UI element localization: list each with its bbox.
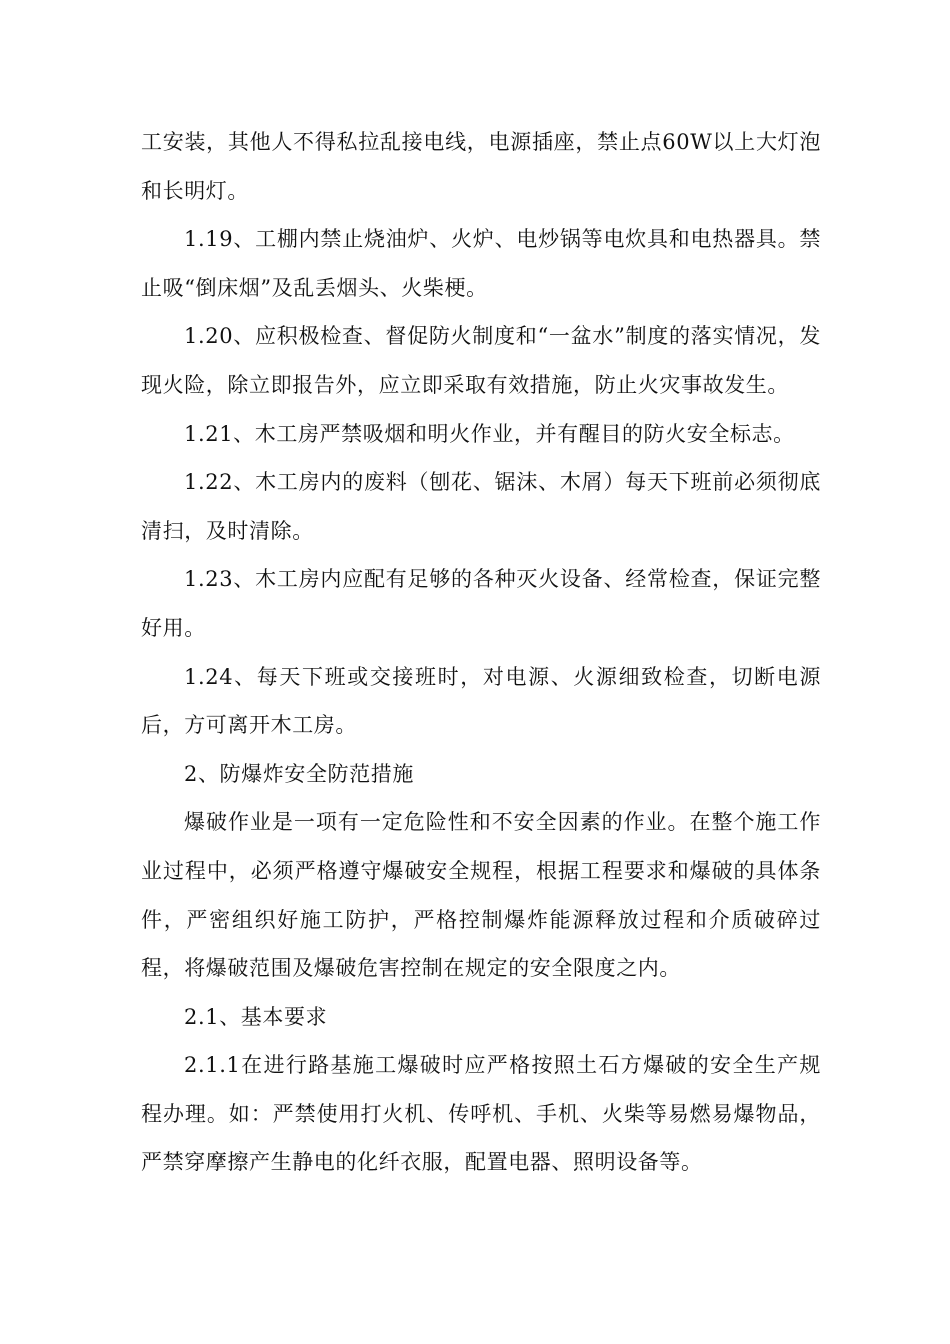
paragraph-continuation: 工安装，其他人不得私拉乱接电线，电源插座，禁止点60W以上大灯泡和长明灯。 (141, 130, 821, 203)
paragraph-blasting-intro: 爆破作业是一项有一定危险性和不安全因素的作业。在整个施工作业过程中，必须严格遵守爆破安全规程，根据工程要求和爆破的具体条件，严密组织好施工防护，严格控制爆炸能源释放过程和介质破碎过程，将爆破范围及爆破危害控制在规定的安全限度之内。 (141, 810, 821, 981)
section-heading-2: 2、防爆炸安全防范措施 (184, 761, 414, 786)
paragraph-1-22: 1.22、木工房内的废料（刨花、锯沫、木屑）每天下班前必须彻底清扫，及时清除。 (141, 470, 821, 543)
document-body (141, 118, 821, 1187)
paragraph-1-19: 1.19、工棚内禁止烧油炉、火炉、电炒锅等电炊具和电热器具。禁止吸“倒床烟”及乱丢烟头、火柴梗。 (141, 227, 821, 300)
paragraph-1-23: 1.23、木工房内应配有足够的各种灭火设备、经常检查，保证完整好用。 (141, 567, 821, 640)
paragraph-1-20: 1.20、应积极检查、督促防火制度和“一盆水”制度的落实情况，发现火险，除立即报告外，应立即采取有效措施，防止火灾事故发生。 (141, 324, 821, 397)
paragraph-1-24: 1.24、每天下班或交接班时，对电源、火源细致检查，切断电源后，方可离开木工房。 (141, 664, 821, 738)
paragraph-2-1-1: 2.1.1在进行路基施工爆破时应严格按照土石方爆破的安全生产规程办理。如：严禁使用打火机、传呼机、手机、火柴等易燃易爆物品，严禁穿摩擦产生静电的化纤衣服，配置电器、照明设备等。 (141, 1053, 821, 1175)
paragraph-1-21: 1.21、木工房严禁吸烟和明火作业，并有醒目的防火安全标志。 (184, 421, 795, 446)
section-heading-2-1: 2.1、基本要求 (184, 1004, 328, 1029)
